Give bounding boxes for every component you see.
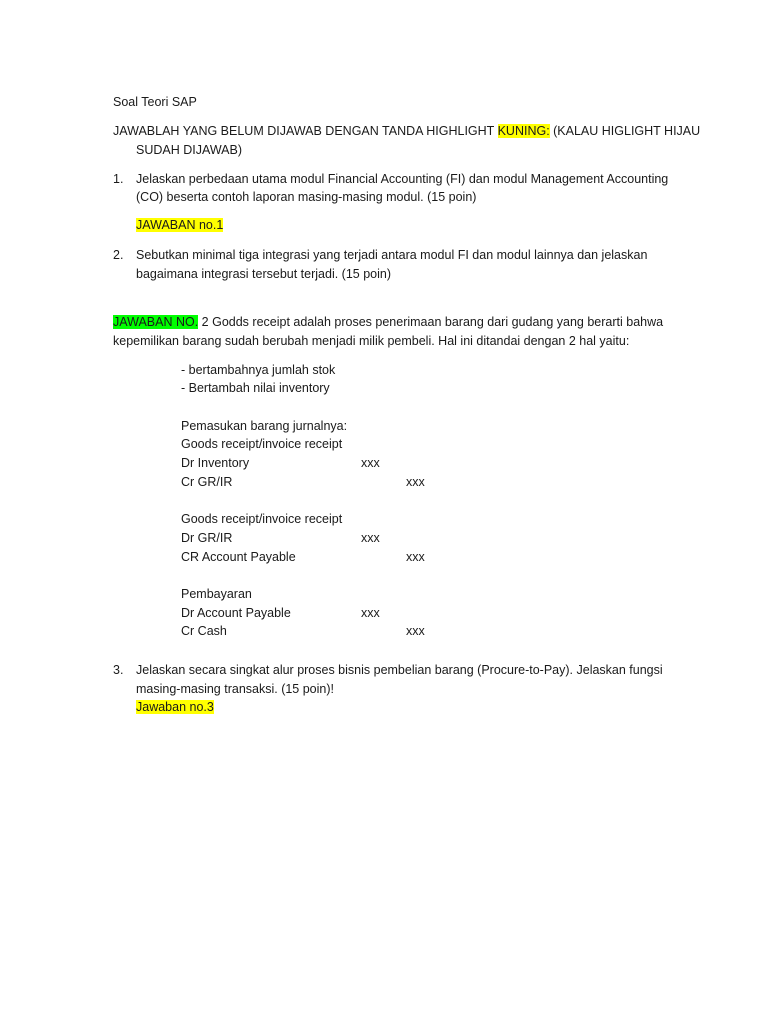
- answer-3-highlight: Jawaban no.3: [136, 700, 214, 714]
- block2-debit-amount: xxx: [361, 531, 380, 545]
- block1-debit-amount: xxx: [361, 456, 380, 470]
- block2-credit: CR Account Payable: [181, 550, 296, 564]
- instruction-suffix: (KALAU HIGLIGHT HIJAU: [549, 124, 701, 138]
- q2-line-1: Sebutkan minimal tiga integrasi yang terjadi antara modul FI dan modul lainnya dan jelaskan: [136, 248, 648, 262]
- block3-debit: Dr Account Payable: [181, 606, 291, 620]
- highlight-kuning: KUNING:: [497, 124, 550, 138]
- answer-2-line-2: kepemilikan barang sudah berubah menjadi milik pembeli. Hal ini ditandai dengan 2 hal yaitu:: [113, 334, 630, 348]
- block1-credit: Cr GR/IR: [181, 475, 233, 489]
- block3-debit-amount: xxx: [361, 606, 380, 620]
- answer-3-label: [136, 699, 214, 715]
- q3-line-1: Jelaskan secara singkat alur proses bisnis pembelian barang (Procure-to-Pay). Jelaskan fungsi: [136, 663, 663, 677]
- block3-heading: Pembayaran: [181, 587, 252, 601]
- bullet-2: - Bertambah nilai inventory: [181, 381, 330, 395]
- q2-number: 2.: [113, 248, 124, 262]
- instruction-line-2: SUDAH DIJAWAB): [136, 143, 243, 157]
- answer-2-highlight: JAWABAN NO.: [113, 315, 199, 329]
- block3-credit-amount: xxx: [406, 624, 425, 638]
- block3-credit: Cr Cash: [181, 624, 227, 638]
- block1-debit: Dr Inventory: [181, 456, 250, 470]
- q1-number: 1.: [113, 172, 124, 186]
- journal-title: Pemasukan barang jurnalnya:: [181, 419, 348, 433]
- block1-heading: Goods receipt/invoice receipt: [181, 437, 343, 451]
- block1-credit-amount: xxx: [406, 475, 425, 489]
- block2-heading: Goods receipt/invoice receipt: [181, 512, 343, 526]
- q2-line-2: bagaimana integrasi tersebut terjadi. (15 poin): [136, 267, 392, 281]
- block2-credit-amount: xxx: [406, 550, 425, 564]
- q1-line-1: Jelaskan perbedaan utama modul Financial Accounting (FI) dan modul Management Accounting: [136, 172, 669, 186]
- instruction-prefix: JAWABLAH YANG BELUM DIJAWAB DENGAN TANDA HIGHLIGHT: [113, 124, 498, 138]
- q3-number: 3.: [113, 663, 124, 677]
- answer-2-line-1: [113, 314, 663, 330]
- answer-1-label: [136, 217, 223, 233]
- q3-line-2: masing-masing transaksi. (15 poin)!: [136, 682, 334, 696]
- instruction-line-1: [113, 123, 700, 139]
- q1-line-2: (CO) beserta contoh laporan masing-masing modul. (15 poin): [136, 190, 477, 204]
- answer-2-text-1: 2 Godds receipt adalah proses penerimaan barang dari gudang yang berarti bahwa: [198, 315, 664, 329]
- doc-title: Soal Teori SAP: [113, 95, 197, 109]
- answer-1-highlight: JAWABAN no.1: [136, 218, 224, 232]
- block2-debit: Dr GR/IR: [181, 531, 233, 545]
- bullet-1: - bertambahnya jumlah stok: [181, 363, 336, 377]
